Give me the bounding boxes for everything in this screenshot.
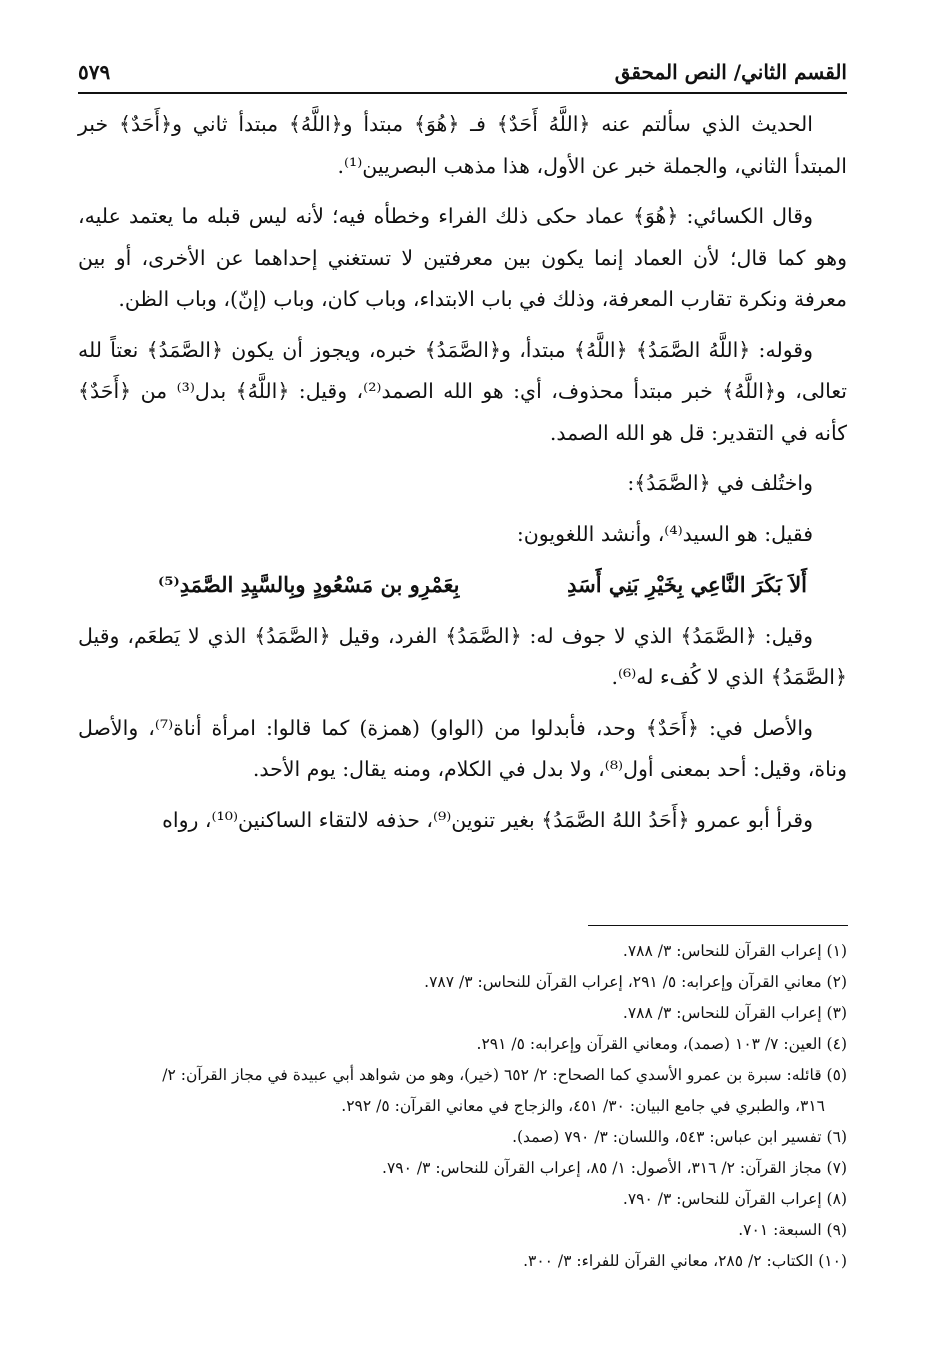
header-divider — [78, 92, 847, 94]
footnote-divider — [588, 925, 848, 926]
footnotes — [78, 936, 847, 1277]
footnote: (١٠) الكتاب: ٢/ ٢٨٥، معاني القرآن للفراء: ٣/ ٣٠٠. — [523, 1252, 847, 1270]
footnote: (٨) إعراب القرآن للنحاس: ٣/ ٧٩٠. — [622, 1190, 847, 1208]
paragraph: وقوله: ﴿اللَّهُ الصَّمَدُ﴾ ﴿اللَّهُ﴾ مبتدأ، و﴿الصَّمَدُ﴾ خبره، ويجوز أن يكون ﴿الصَّمَدُ﴾ نعتاً لله تعالى، و﴿اللَّهُ﴾ خبر مبتدأ محذوف، أي: هو الله الصمد⁽²⁾، وقيل: ﴿اللَّهُ﴾ بدل⁽³⁾ من ﴿أَحَدٌ﴾ كأنه في التقدير: قل هو الله الصمد. — [78, 337, 848, 445]
page-number: ٥٧٩ — [78, 60, 111, 84]
footnote: (٣) إعراب القرآن للنحاس: ٣/ ٧٨٨. — [622, 1004, 847, 1022]
main-text — [78, 104, 847, 850]
paragraph: واختُلف في ﴿الصَّمَدُ﴾: — [627, 471, 813, 495]
paragraph: فقيل: هو السيد⁽⁴⁾، وأنشد اللغويون: — [516, 521, 813, 546]
verse-hemistich-second: بِعَمْرِو بن مَسْعُودٍ وبِالسَّيِدِ الصَّمَدِ⁽⁵⁾ — [158, 572, 460, 597]
footnote: (٢) معاني القرآن وإعرابه: ٥/ ٢٩١، إعراب القرآن للنحاس: ٣/ ٧٨٧. — [424, 973, 847, 991]
page-header — [78, 52, 847, 92]
footnote: (٦) تفسير ابن عباس: ٥٤٣، واللسان: ٣/ ٧٩٠ (صمد). — [512, 1128, 847, 1146]
footnote: (٧) مجاز القرآن: ٢/ ٣١٦، الأصول: ١/ ٨٥، إعراب القرآن للنحاس: ٣/ ٧٩٠. — [382, 1159, 847, 1177]
footnote: (١) إعراب القرآن للنحاس: ٣/ ٧٨٨. — [622, 942, 847, 960]
footnote: (٩) السبعة: ٧٠١. — [738, 1221, 847, 1239]
footnote: (٥) قائله: سبرة بن عمرو الأسدي كما الصحاح: ٢/ ٦٥٢ (خير)، وهو من شواهد أبي عبيدة في مجاز القرآن: ٢/ — [162, 1066, 847, 1084]
verse-hemistich-first: أَلاَ بَكَرَ النَّاعِي بِخَيْرِ بَنِي أَسَدِ — [567, 572, 807, 597]
paragraph: والأصل في: ﴿أَحَدٌ﴾ وحد، فأبدلوا من (الواو) (همزة) كما قالوا: امرأة أناة⁽⁷⁾، والأصل وناة، وقيل: أحد بمعنى أول⁽⁸⁾، ولا بدل في الكلام، ومنه يقال: يوم الأحد. — [78, 715, 847, 781]
footnote-continuation: ٣١٦، والطبري في جامع البيان: ٣٠/ ٤٥١، والزجاج في معاني القرآن: ٥/ ٢٩٢. — [341, 1097, 825, 1115]
poetry-verse — [78, 564, 847, 606]
footnote: (٤) العين: ٧/ ١٠٣ (صمد)، ومعاني القرآن وإعرابه: ٥/ ٢٩١. — [476, 1035, 847, 1053]
paragraph: الحديث الذي سألتم عنه ﴿اللَّهُ أَحَدٌ﴾ فـ ﴿هُوَ﴾ مبتدأ و﴿اللَّهُ﴾ مبتدأ ثاني و﴿أَحَدٌ﴾ خبر المبتدأ الثاني، والجملة خبر عن الأول، هذا مذهب البصريين⁽¹⁾. — [78, 112, 847, 178]
paragraph: وقال الكسائي: ﴿هُوَ﴾ عماد حكى ذلك الفراء وخطأه فيه؛ لأنه ليس قبله ما يعتمد عليه، وهو كما قال؛ لأن العماد إنما يكون بين معرفتين لا تستغني إحداهما عن الأخرى، أو بين معرفة ونكرة تقارب المعرفة، وذلك في باب الابتداء، وباب كان، وباب (إنّ)، وباب الظن. — [78, 204, 847, 311]
running-title: القسم الثاني/ النص المحقق — [614, 60, 847, 84]
paragraph: وقرأ أبو عمرو ﴿أَحَدُ اللهُ الصَّمَدُ﴾ بغير تنوين⁽⁹⁾، حذفه لالتقاء الساكنين⁽¹⁰⁾، رواه — [162, 807, 813, 832]
paragraph: وقيل: ﴿الصَّمَدُ﴾ الذي لا جوف له: ﴿الصَّمَدُ﴾ الفرد، وقيل ﴿الصَّمَدُ﴾ الذي لا يَطعَم، وقيل ﴿الصَّمَدُ﴾ الذي لا كُفء له⁽⁶⁾. — [78, 623, 847, 689]
